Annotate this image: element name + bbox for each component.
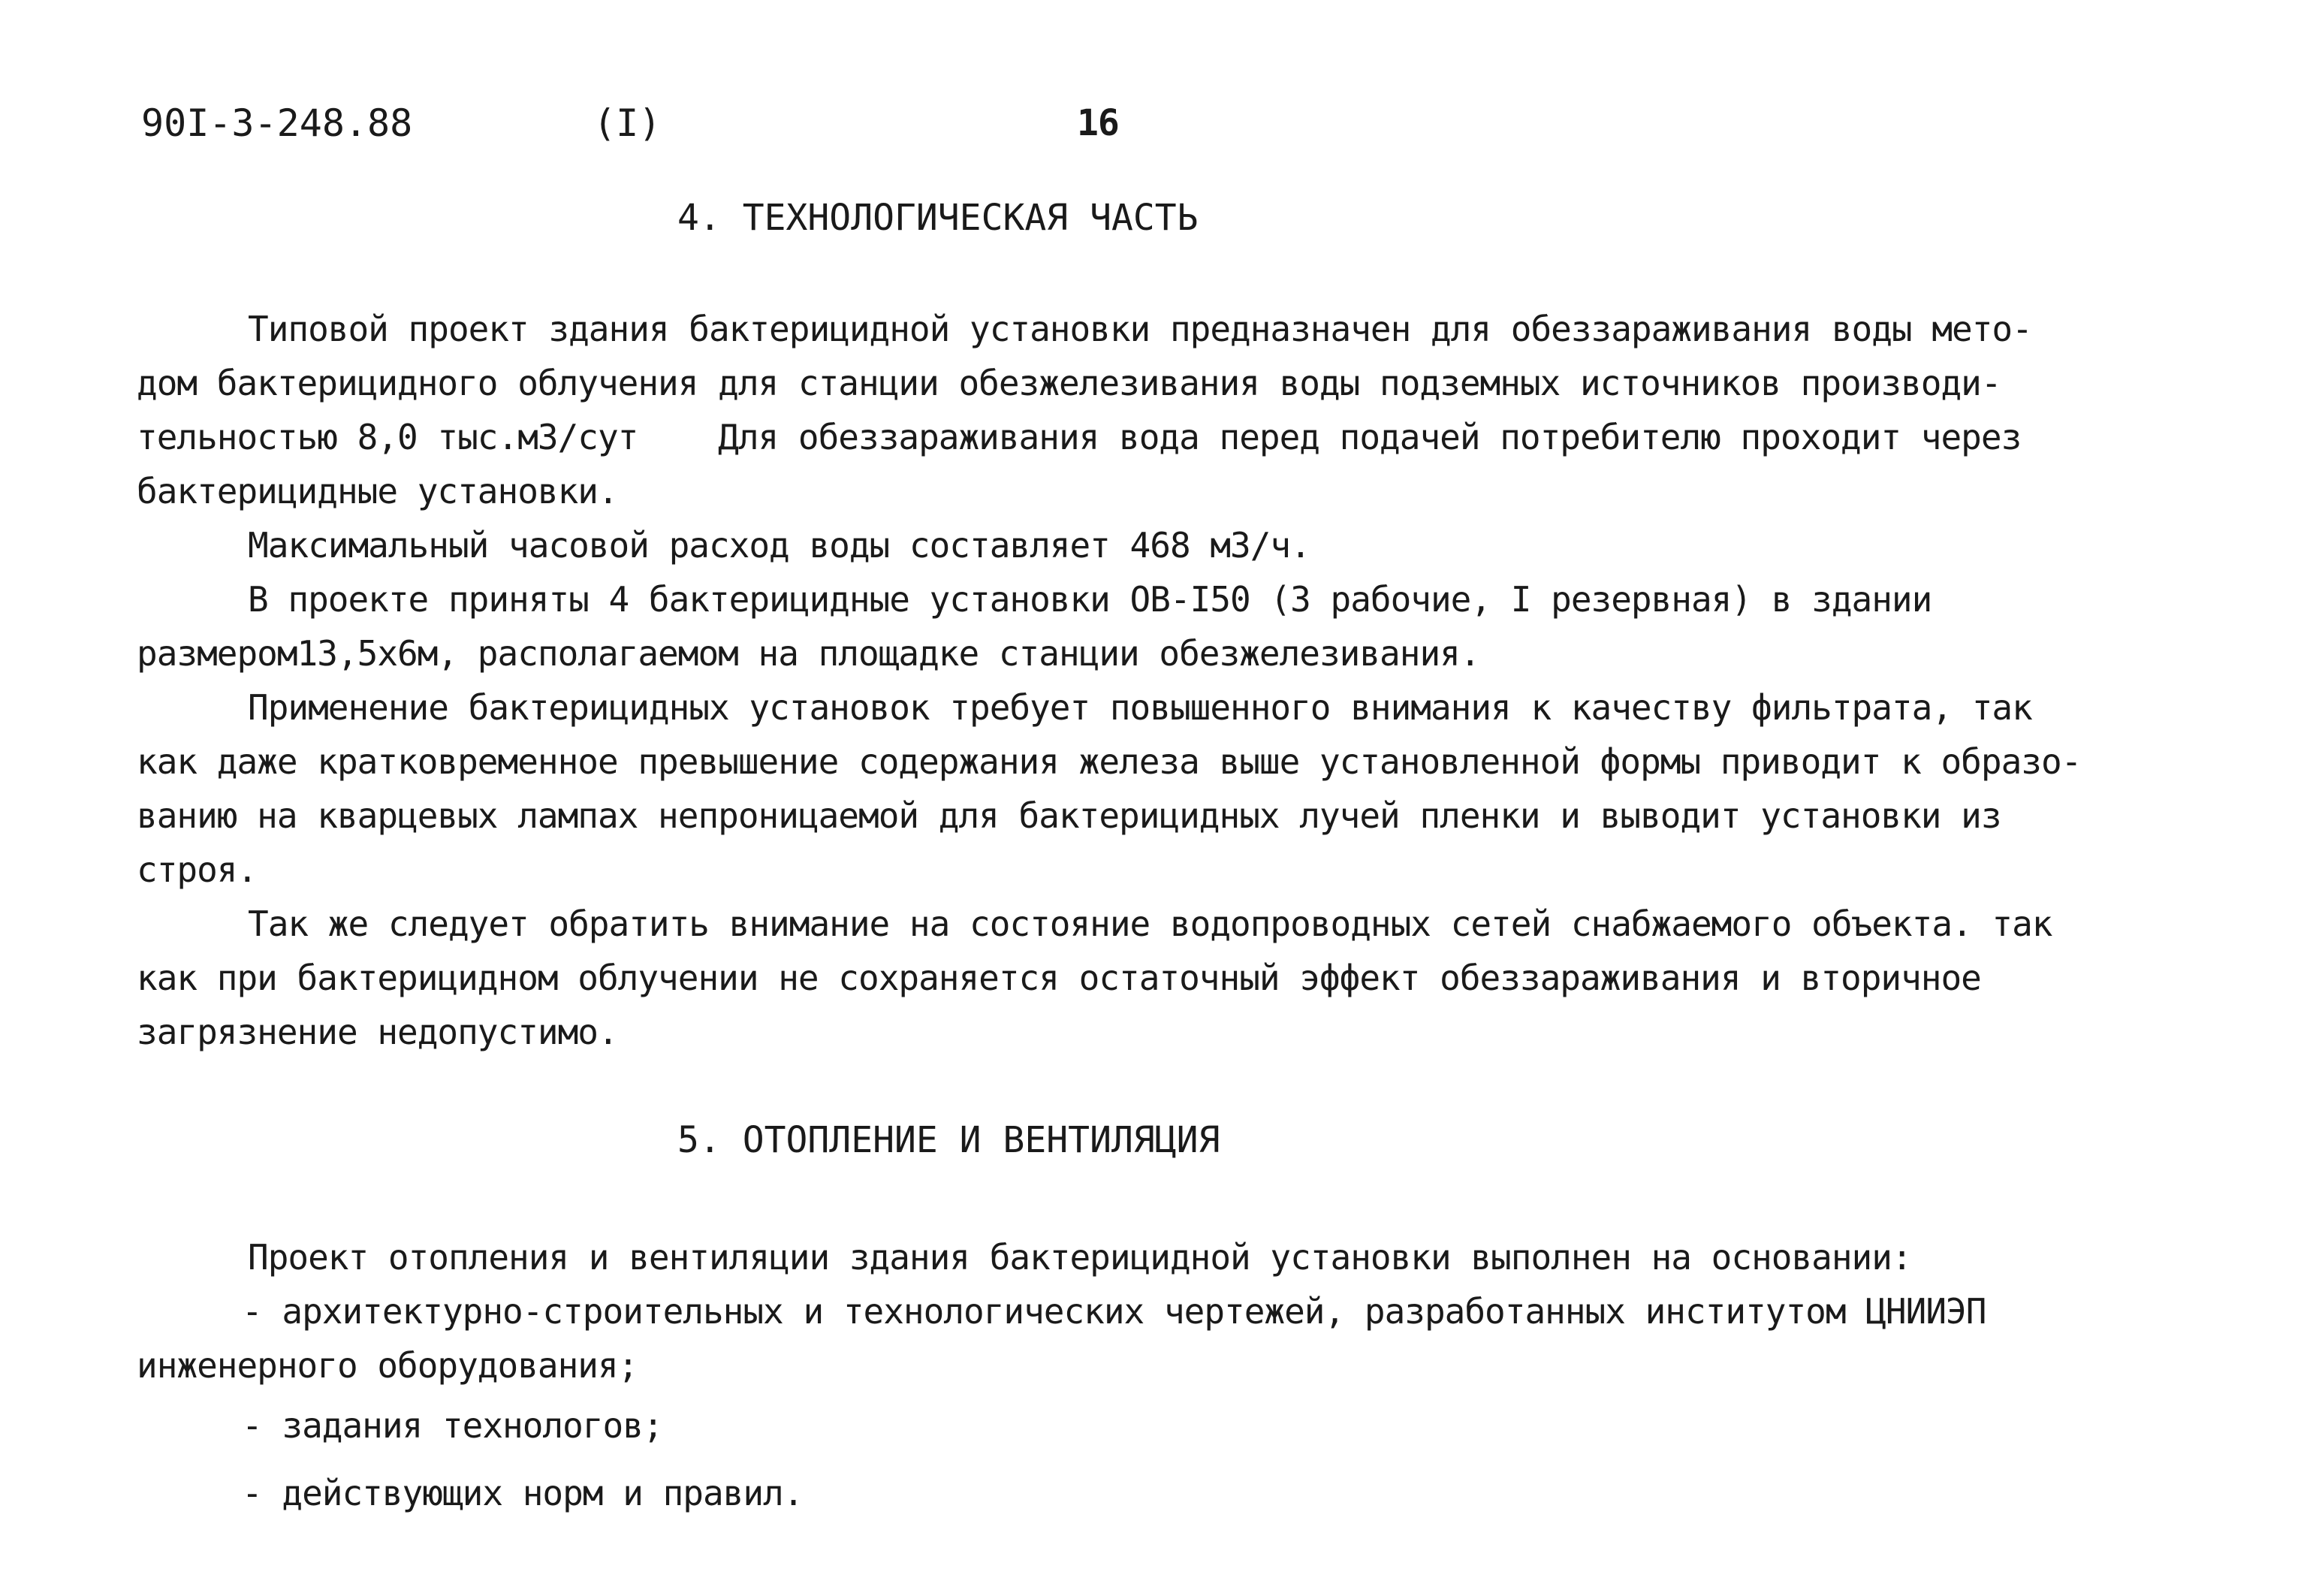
- list-item: - архитектурно-строительных и технологических чертежей, разработанных институтом ЦНИИЭП: [242, 1291, 1986, 1332]
- paragraph-line: Применение бактерицидных установок требует повышенного внимания к качеству фильтрата, так: [248, 687, 2032, 728]
- page-number: 16: [1077, 102, 1119, 144]
- section-5-title: 5. ОТОПЛЕНИЕ И ВЕНТИЛЯЦИЯ: [677, 1119, 1220, 1161]
- paragraph-line: бактерицидные установки.: [137, 471, 618, 511]
- list-item: - действующих норм и правил.: [242, 1473, 804, 1513]
- paragraph-line: ванию на кварцевых лампах непроницаемой для бактерицидных лучей пленки и выводит установки из: [137, 795, 2001, 836]
- paragraph-line: как при бактерицидном облучении не сохраняется остаточный эффект обеззараживания и вторичное: [137, 958, 1981, 998]
- paragraph-line: В проекте приняты 4 бактерицидные установки ОВ-I50 (3 рабочие, I резервная) в здании: [248, 579, 1932, 620]
- list-item: - задания технологов;: [242, 1405, 663, 1446]
- document-part: (I): [593, 101, 662, 145]
- paragraph-line: Типовой проект здания бактерицидной установки предназначен для обеззараживания воды мето-: [248, 309, 2032, 349]
- paragraph-line: как даже кратковременное превышение содержания железа выше установленной формы приводит к образо-: [137, 741, 2082, 782]
- section-4-title: 4. ТЕХНОЛОГИЧЕСКАЯ ЧАСТЬ: [677, 197, 1199, 239]
- paragraph-line: размером13,5х6м, располагаемом на площадке станции обезжелезивания.: [137, 633, 1480, 674]
- paragraph-line: Максимальный часовой расход воды составляет 468 м3/ч.: [248, 525, 1310, 566]
- paragraph-line: Так же следует обратить внимание на состояние водопроводных сетей снабжаемого объекта. так: [248, 904, 2052, 944]
- paragraph-line: загрязнение недопустимо.: [137, 1012, 618, 1052]
- paragraph-line: дом бактерицидного облучения для станции обезжелезивания воды подземных источников производи-: [137, 363, 2001, 403]
- list-item-continuation: инженерного оборудования;: [137, 1345, 638, 1386]
- paragraph-line: Проект отопления и вентиляции здания бактерицидной установки выполнен на основании:: [248, 1237, 1912, 1278]
- document-code: 90I-3-248.88: [141, 101, 413, 145]
- paragraph-line: строя.: [137, 849, 258, 890]
- paragraph-line: тельностью 8,0 тыс.м3/сут Для обеззараживания вода перед подачей потребителю проходит через: [137, 417, 2022, 457]
